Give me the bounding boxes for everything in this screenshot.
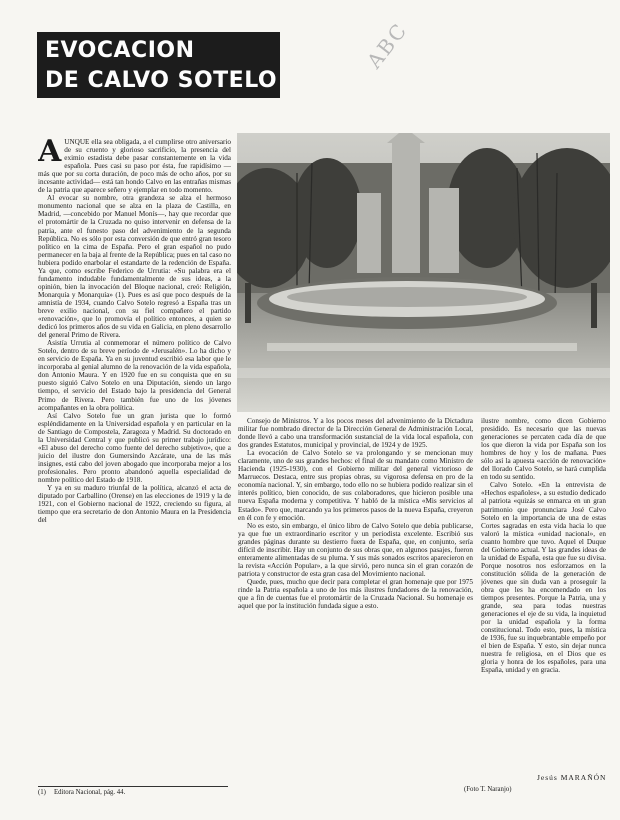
paragraph: Calvo Sotelo. «En la entrevista de «Hechos españoles», a su estudio dedicado al patriota «quizás se enmarca en un gran patrimonio que pronunciara José Calvo Sotelo en la importancia de una de estas Cortes sagradas en esta vida hacia lo que valoró la mística «unidad nacional», en cuanto hombre que tuvo. Aquel el Duque del Gobierno actual. Y las grandes ideas de la unidad de España, esta que fue su divisa. Porque nosotros nos esforzamos en la constitución sólida de la generación de jóvenes que sin duda van a proseguir la obra que les ha encomendado en los tiempos presentes. Porque la Patria, una y grande, sea para todas nuestras generaciones el eje de su vida, la inquietud por la unidad española y la forma constitucional. Todo esto, pues, la mística de 1936, fue su inquebrantable empeño por el bien de España. Y esto, sin dejar nunca nuestra fe religiosa, en el Dios que es gloria y honra de los españoles, para una España, unidad y en gracia.	[481, 481, 606, 675]
left-text-column	[38, 138, 231, 778]
paragraph: ilustre nombre, como dicen Gobierno presidido. Es necesario que las nuevas generaciones se percaten cada día de que los que dieron la vida por España son los hombres de hoy y los de mañana. Pues sólo así la apuesta «acción de renovación» del llorado Calvo Sotelo, se hará cumplida en todo su sentido.	[481, 417, 606, 482]
article-title-line-1: EVOCACION	[45, 38, 195, 63]
paragraph: Al evocar su nombre, otra grandeza se alza el hermoso monumento nacional que se alza en la plaza de Castilla, en Madrid, —concebido por Manuel Monís—, hay que recordar que el protomártir de la Cruzada no quiso intervenir en defensa de la patria, ante el funesto paso del advenimiento de la segunda República. No es sólo por esta conversión de que entró gran tesoro político en la cima de España. Pero el gran español no pudo permanecer en la baja al frente de la República; pues en tal caso no hubiera podido enarbolar el estandarte de la redención de España. Ya que, como escribe Federico de Urrutia: «Su palabra era el fundamento indudable fundamentalmente de sus ideas, a la opinión, bien la invocación del Bloque nacional, creó: Religión, Monarquía y Monarquía» (1). Pues es así que poco después de la amnistía de 1934, cuando Calvo Sotelo regresó a España tras un breve exilio nacional, con su fiel compañero el partido «renovación», que lo promovía el político entonces, a quien se dedicó los primeros años de su vida en Galicia, en pleno desarrollo del general Primo de Rivera.	[38, 194, 231, 340]
paragraph: Consejo de Ministros. Y a los pocos meses del advenimiento de la Dictadura militar fue nombrado director de la Dirección General de Administración Local, donde llevó a cabo una transformación sustancial de la vida local española, con dos grandes Estatutos, municipal y provincial, de 1924 y de 1925.	[238, 417, 473, 450]
article-title-line-2: DE CALVO SOTELO	[45, 68, 278, 93]
monument-photo	[237, 133, 610, 412]
paragraph-intro-text: UNQUE ella sea obligada, a el cumplirse otro aniversario de su cruento y glorioso sacrificio, la presencia del eximio estadista debe pasar constantemente en la vida española. Pues casi su paso por ésta, fue rapidísimo —más que por su corta duración, de poco más de ocho años, por su incesante actividad— está tan hondo Calvo en las entrañas mismas de la patria que aparece señero y ejemplar en todo momento.	[38, 138, 231, 195]
paragraph: Asistía Urrutia al conmemorar el número político de Calvo Sotelo, dentro de su breve período de «Jerusalén». Lo ha dicho y en servicio de España. Ya en su juventud escribió esa labor que le incorporaba al genial alumno de la renovación de la vida española, don Antonio Maura. Y en 1920 fue en su conquista que en su puesto siguió Calvo Sotelo en una Diputación, siendo un largo tiempo, el servicio del Estado bajo la presidencia del General Primo de Rivera. Pero también fue uno de los jóvenes acompañantes en la obra política.	[38, 339, 231, 412]
paragraph: Quede, pues, mucho que decir para completar el gran homenaje que por 1975 rinde la Patria española a uno de los más ilustres fundadores de la renovación, que a fin de cuentas fue el protomártir de la Cruzada Nacional. Su homenaje es aquel que por la institución fundada sigue a esto.	[238, 577, 473, 611]
author-signature: Jesús MARAÑÓN	[537, 773, 607, 782]
right-text-column	[481, 417, 606, 747]
photo-credit: (Foto T. Naranjo)	[464, 786, 512, 793]
paragraph: Y ya en su maduro triunfal de la política, alcanzó el acta de diputado por Carballino (Orense) en las elecciones de 1919 y la de 1921, con el Gobierno nacional de 1922, creciendo su figura, al tiempo que era secretario de don Antonio Maura en la Presidencia del	[38, 484, 231, 525]
abc-watermark: ABC	[362, 17, 413, 73]
monument-photo-drawing	[237, 133, 610, 412]
paragraph: Así Calvo Sotelo fue un gran jurista que lo formó espléndidamente en la Universidad española y en particular en la de Santiago de Compostela, Zaragoza y Madrid. Su doctorado en la Universidad Central y que publicó su primer trabajo jurídico: «El abuso del derecho como fuente del derecho subjetivo», que a juicio del ilustre don Gumersindo Azcárate, una de las más insignes, está cabo del joven abogado que incorporaba mejor a los profesionales. Pero pronto abandonó aquella especialidad de nombre político del Estado de 1918.	[38, 411, 231, 484]
paragraph: La evocación de Calvo Sotelo se va prolongando y se mencionan muy claramente, uno de sus grandes hechos: el final de su mandato como Ministro de Hacienda (1925-1930), con el Gobierno militar del general victorioso de Marruecos. Destaca, entre sus propias obras, su vigorosa defensa en pro de la economía nacional. Y, sin embargo, todo ello no se hubiera podido realizar sin el interés político, bien conocido, de sus colaboradores, que hicieron posible una nueva España moderna y competitiva. Y habló de la mística «Mis servicios al Estado». Pero que, marcando ya los primeros pasos de la nueva España, creyeron en él con fe y emoción.	[238, 449, 473, 522]
footnote	[38, 786, 228, 796]
drop-cap: A	[38, 138, 62, 169]
paragraph: No es esto, sin embargo, el único libro de Calvo Sotelo que debía publicarse, ya que fue un extraordinario escritor y un periodista excelente. Escribió sus grandes páginas durante su destierro fuera de España, que, en conjunto, sería difícil de inscribir. Hay un conjunto de sus obras que, en algunos pasajes, fueron enteramente alimentadas de su pluma. Y sus más sonados escritos aparecieron en la revista «Acción Popular», a la que sirvió, pero nunca sin el gran corazón de patriota y constructor de esta gran casa del Movimiento nacional.	[238, 521, 473, 578]
article-title-block	[37, 32, 280, 98]
middle-text-column	[238, 417, 473, 779]
footnote-text: Editora Nacional, pág. 44.	[53, 789, 126, 796]
footnote-number: (1)	[38, 789, 46, 796]
paragraph-intro	[38, 138, 231, 194]
